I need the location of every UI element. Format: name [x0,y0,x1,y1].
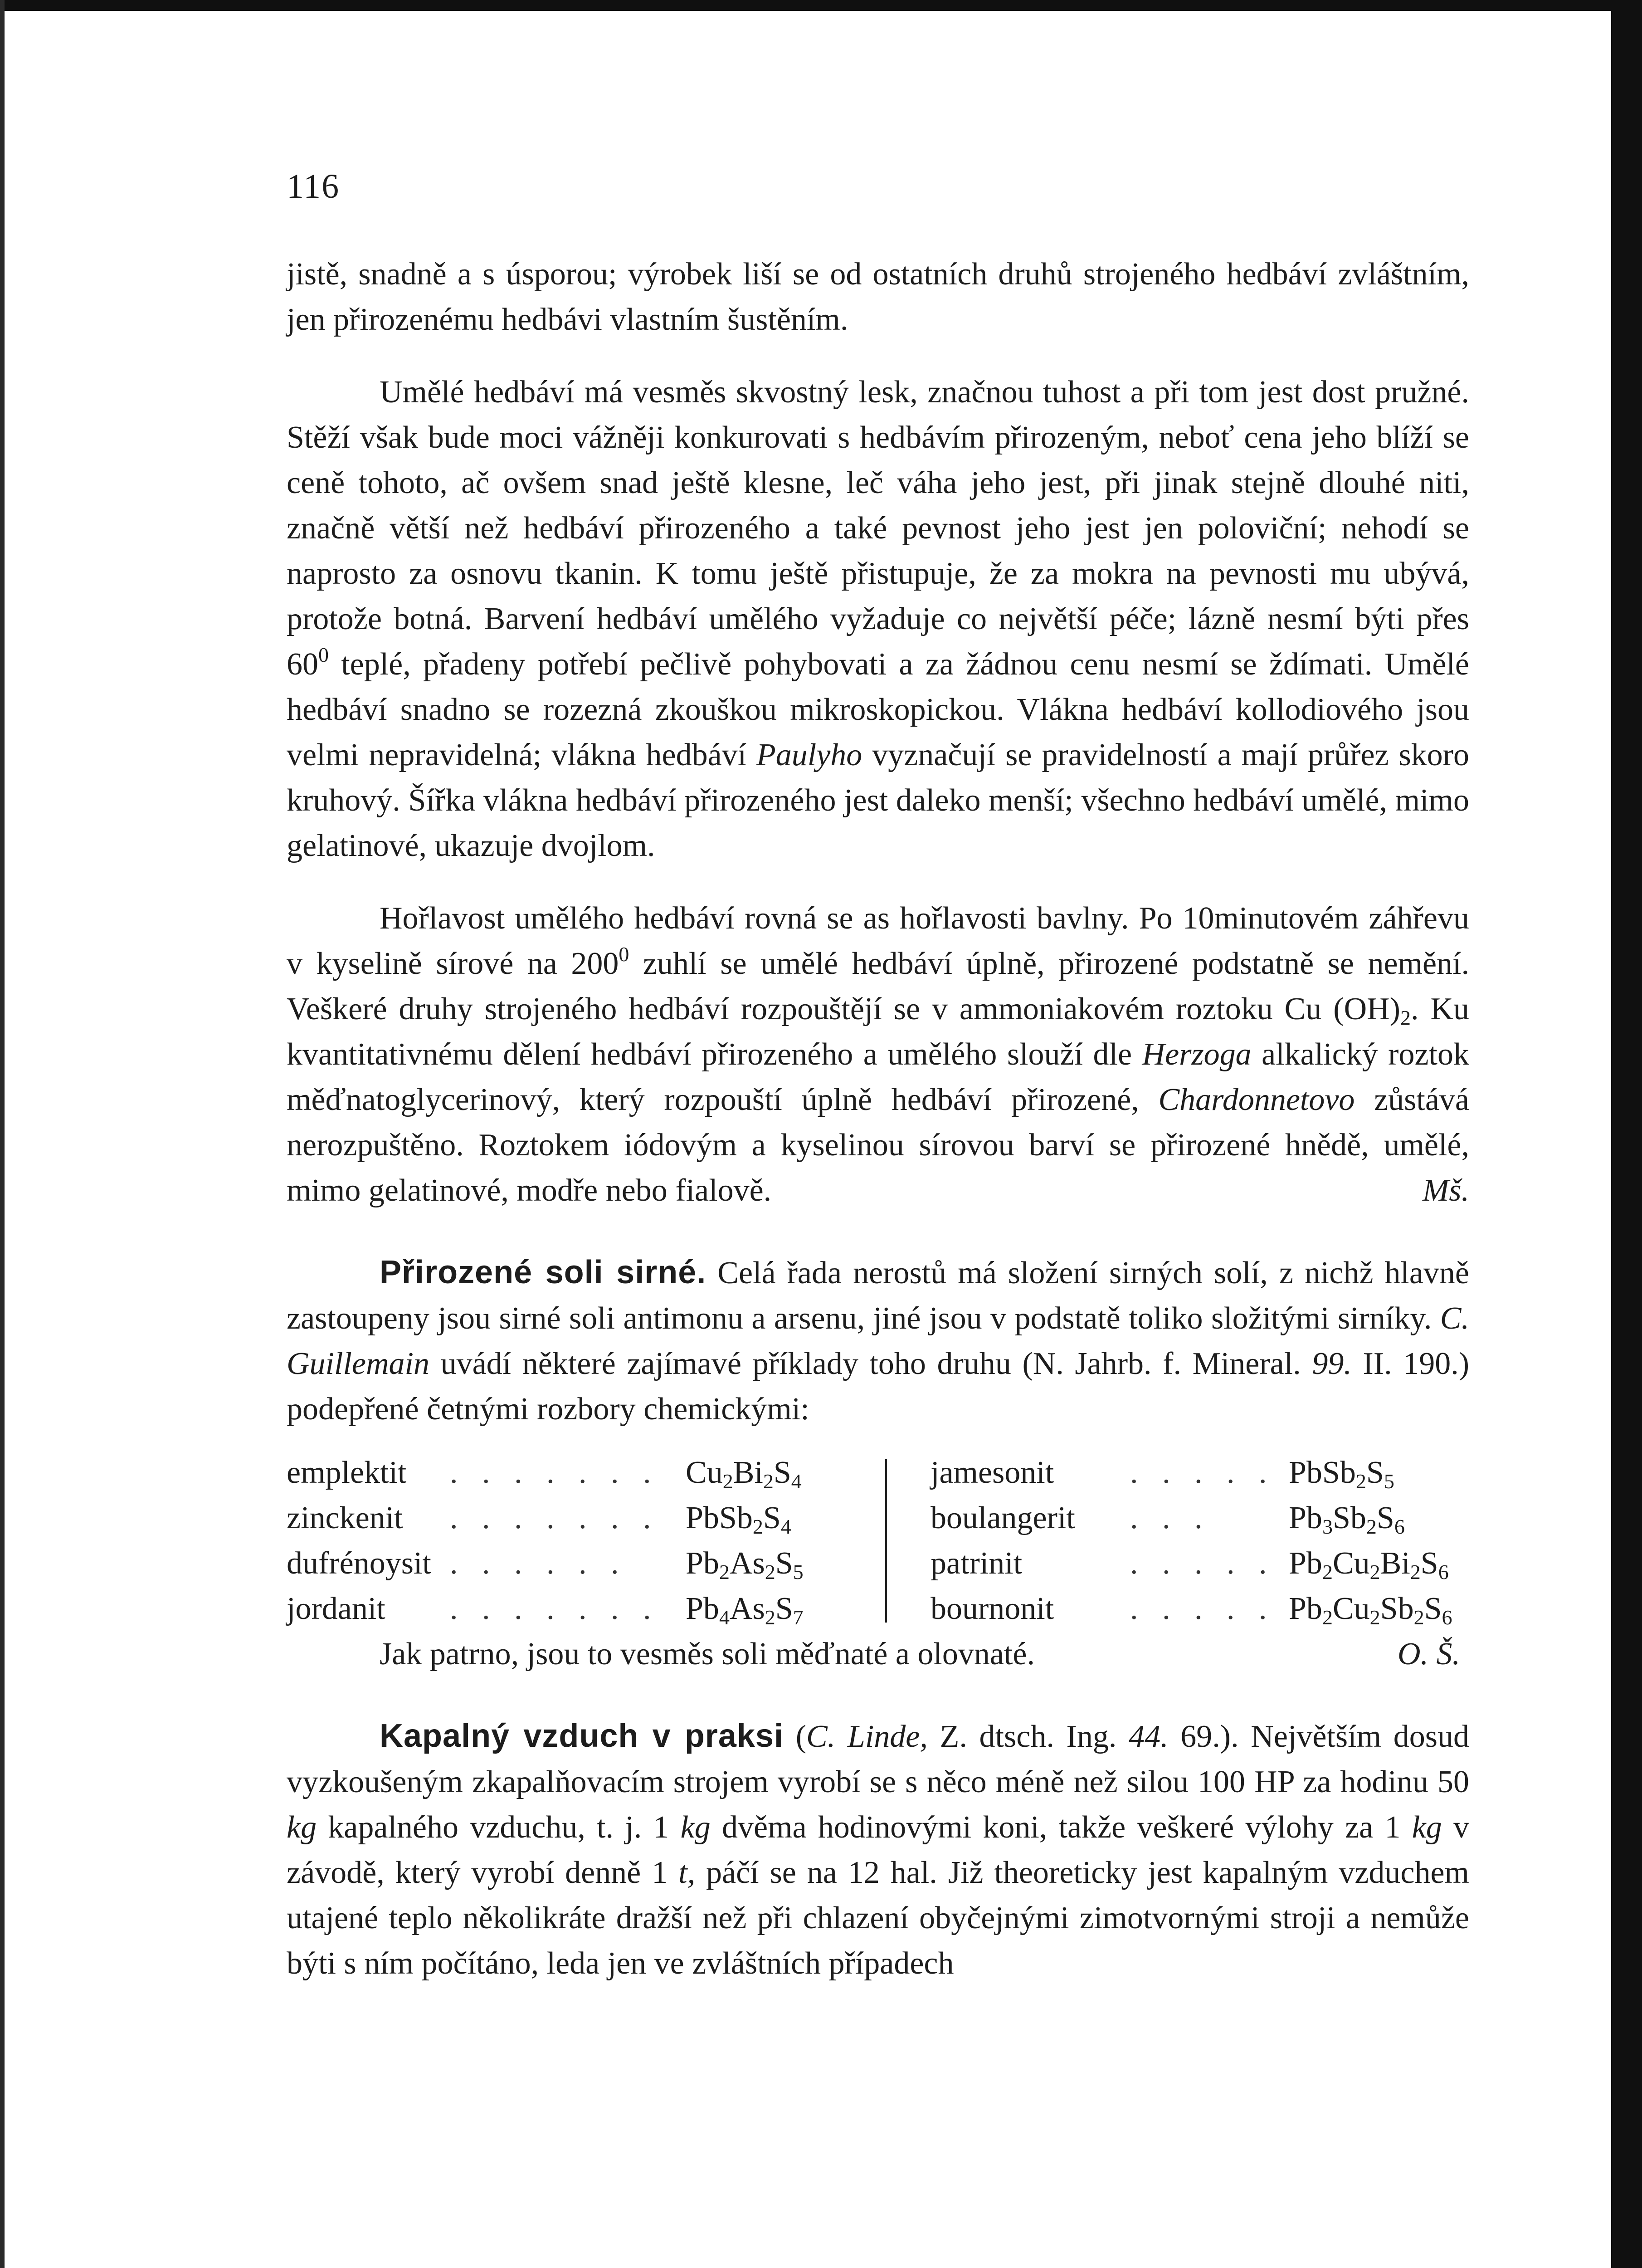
author-signature-os: O. Š. [1397,1637,1460,1672]
mineral-name: patrinit [931,1546,1023,1581]
section-heading-liquid-air: Kapalný vzduch v praksi [380,1718,784,1754]
mineral-formula: $Pb_2As_2S_5$ [686,1546,804,1584]
section-heading: Přirozené soli sirné. [380,1254,706,1290]
mineral-name: jordanit [287,1591,385,1626]
mineral-name: emplektit [287,1455,407,1490]
mineral-formula: $Pb_4As_2S_7$ [686,1591,804,1629]
section-natural-sulfosalts: Přirozené soli sirné. Celá řada nerostů má složení sirných solí, z nichž hlavně zastoupeny jsou sirné soli antimonu a arsenu, jiné jsou v podstatě toliko složitými sirníky. C. Guillemain uvádí některé zajímavé příklady toho druhu (N. Jahrb. f. Mineral. 99. II. 190.) podepřené četnými rozbory chemickými: [287,1254,1470,1427]
mineral-formula: $Cu_2Bi_2S_4$ [686,1455,802,1493]
mineral-row [931,1496,1469,1541]
leader-dots: . . . . . [1130,1455,1275,1490]
volume-number-44: 44. [1129,1719,1169,1754]
mineral-row [931,1541,1469,1586]
leader-dots: . . . . . . [450,1546,627,1581]
name-chardonnetovo: Chardonnetovo [1158,1082,1355,1117]
scan-border-left [0,0,5,2268]
leader-dots: . . . [1130,1501,1211,1535]
mineral-column-left [287,1450,856,1632]
paragraph-flammability: Hořlavost umělého hedbáví rovná se as hořlavosti bavlny. Po 10minutovém záhřevu v kyselině sírové na $200^0$ zuhlí se umělé hedbáví úplně, přirozené podstatně se nemění. Veškeré druhy strojeného hedbáví rozpouštějí se v ammoniakovém roztoku Cu $(OH)_2$. Ku kvantitativnému dělení hedbáví přirozeného a umělého slouží dle Herzoga alkalický roztok měďnatoglycerinový, který rozpouští úplně hedbáví přirozené, Chardonnetovo zůstává nerozpuštěno. Roztokem iódovým a kyselinou sírovou barví se přirozené hnědě, umělé, mimo gelatinové, modře nebo fialově. Mš. [287,896,1469,1213]
mineral-name: bournonit [931,1591,1054,1626]
volume-number: 99. [1312,1346,1352,1381]
section-liquid-air: Kapalný vzduch v praksi (C. Linde, Z. dtsch. Ing. 44. 69.). Největším dosud vyzkoušeným zkapalňovacím strojem vyrobí se s něco méně než silou 100 HP za hodinu 50 kg kapalného vzduchu, t. j. 1 kg dvěma hodinovými koni, takže veškeré výlohy za 1 kg v závodě, který vyrobí denně 1 t, páčí se na 12 hal. Již theoreticky jest kapalným vzduchem utajené teplo několikráte dražší než při chlazení obyčejnými zimotvornými stroji a nemůže býti s ním počítáno, leda jen ve zvláštních případech [287,1718,1469,1981]
mineral-name: jamesonit [931,1455,1054,1490]
paragraph-artificial-silk: Umělé hedbáví má vesměs skvostný lesk, značnou tuhost a při tom jest dost pružné. Stěží však bude moci vážněji konkurovati s hedbávím přirozeným, neboť cena jeho blíží se ceně tohoto, ač ovšem snad ještě klesne, leč váha jeho jest, při jinak stejně dlouhé niti, značně větší než hedbáví přirozeného a také pevnost jeho jest jen poloviční; nehodí se naprosto za osnovu tkanin. K tomu ještě přistupuje, že za mokra na pevnosti mu ubývá, protože botná. Barvení hedbáví umělého vyžaduje co největší péče; lázně nesmí býti přes $60^0$ teplé, přadeny potřebí pečlivě pohybovati a za žádnou cenu nesmí se ždímati. Umělé hedbáví snadno se rozezná zkouškou mikroskopickou. Vlákna hedbáví kollodiového jsou velmi nepravidelná; vlákna hedbáví Paulyho vyznačují se pravidelností a mají průřez skoro kruhový. Šířka vlákna hedbáví přirozeného jest daleko menší; všechno hedbáví umělé, mimo gelatinové, ukazuje dvojlom. [287,375,1469,863]
leader-dots: . . . . . . . [450,1501,659,1535]
mineral-row [287,1496,856,1541]
paragraph-intro: jistě, snadně a s úsporou; výrobek liší se od ostatních druhů strojeného hedbáví zvláštním, jen přirozenému hedbávi vlastním šustěním. [287,257,1469,337]
scan-border-right [1611,0,1642,2268]
author-linde: C. Linde, [806,1719,928,1754]
leader-dots: . . . . . [1130,1546,1275,1581]
scan-border-top [0,0,1642,11]
mineral-row [931,1450,1469,1496]
author-signature: Mš. [1422,1173,1469,1208]
mineral-name: zinckenit [287,1501,403,1535]
name-herzoga: Herzoga [1142,1037,1252,1072]
mineral-name: dufrénoysit [287,1546,431,1581]
mineral-row [931,1586,1469,1632]
name-paulyho: Paulyho [756,738,862,772]
mineral-formula: $Pb_2Cu_2Bi_2S_6$ [1289,1546,1449,1584]
leader-dots: . . . . . . . [450,1591,659,1626]
mineral-formula: $Pb_3Sb_2S_6$ [1289,1501,1405,1538]
mineral-formula: $PbSb_2S_4$ [686,1501,791,1538]
mineral-name: boulangerit [931,1501,1075,1535]
mineral-formula: $PbSb_2S_5$ [1289,1455,1394,1493]
mineral-table [287,1450,1469,1632]
text-column [287,252,1469,1986]
leader-dots: . . . . . . . [450,1455,659,1490]
mineral-row [287,1586,856,1632]
table-divider [885,1459,887,1623]
sulfosalt-note: Jak patrno, jsou to vesměs soli měďnaté a olovnaté. O. Š. [287,1632,1469,1677]
author-guillemain: C. Guillemain [287,1301,1469,1381]
mineral-row [287,1541,856,1586]
page-number: 116 [287,167,340,205]
mineral-row [287,1450,856,1496]
mineral-column-right [931,1450,1469,1632]
mineral-formula: $Pb_2Cu_2Sb_2S_6$ [1289,1591,1452,1629]
leader-dots: . . . . . [1130,1591,1275,1626]
